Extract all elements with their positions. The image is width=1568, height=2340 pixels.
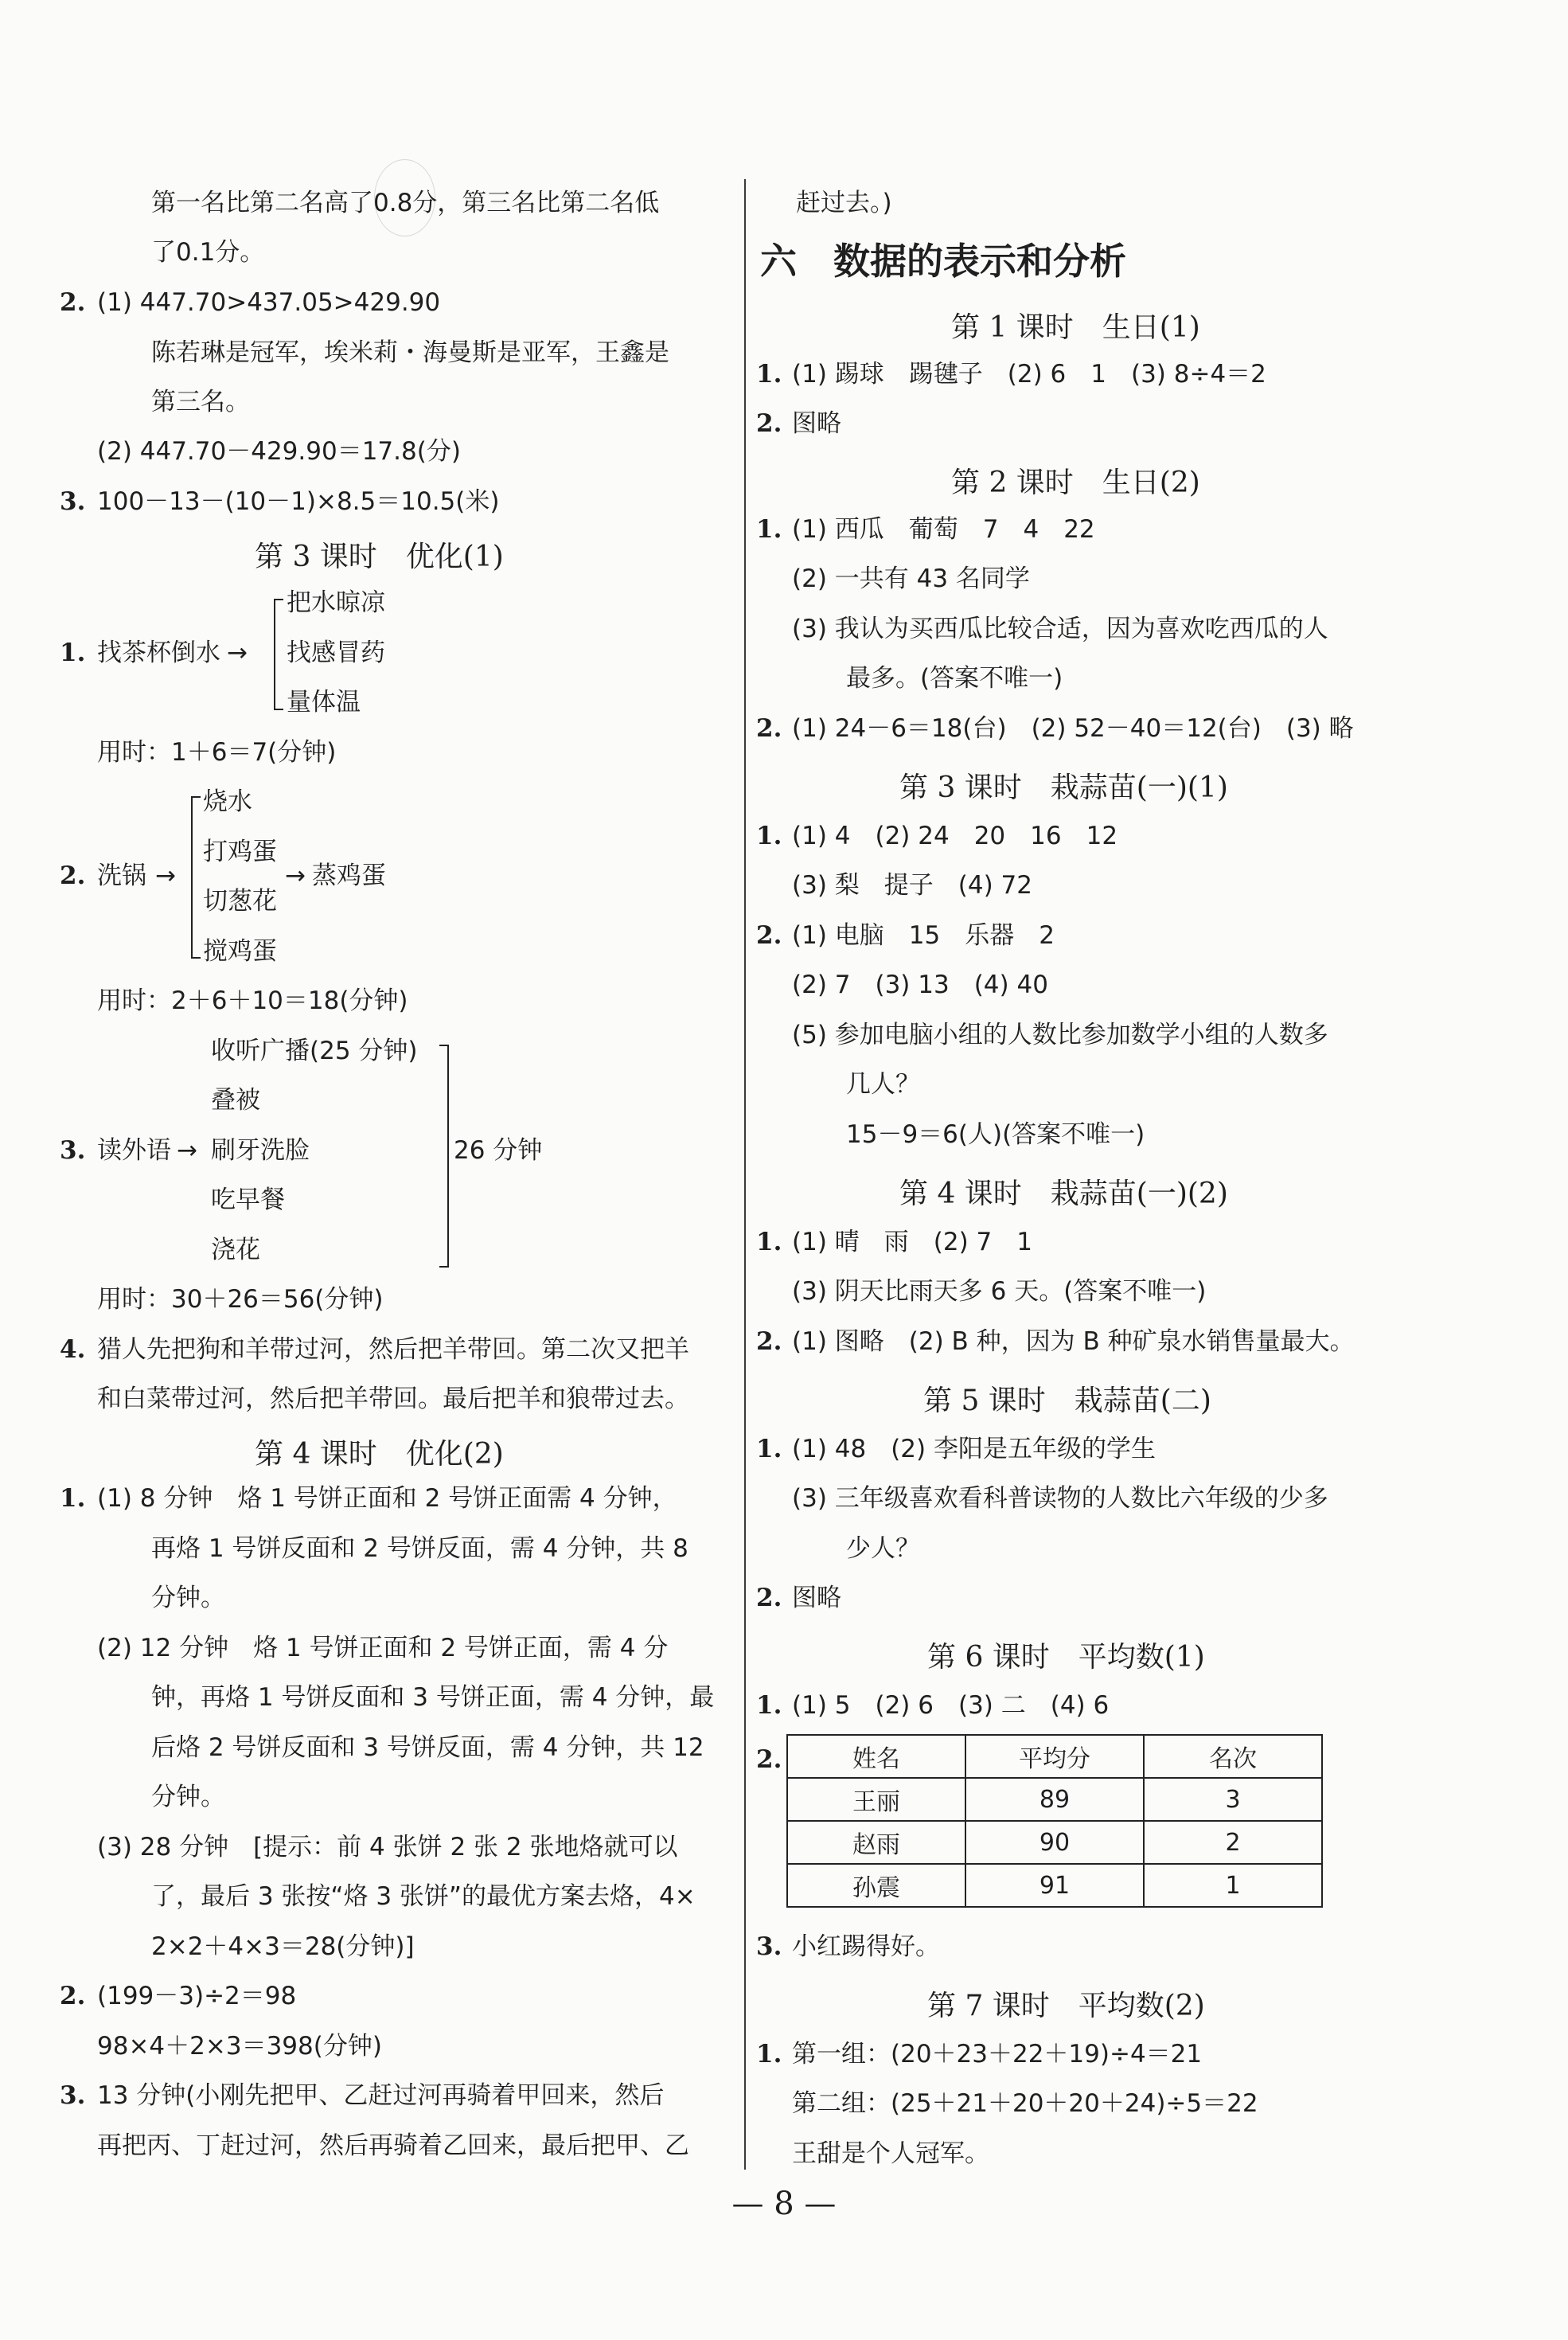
flow-step: 打鸡蛋 [203,838,277,866]
arrow-icon: → [177,1136,197,1165]
text-line: 猎人先把狗和羊带过河，然后把羊带回。第二次又把羊 [97,1335,689,1364]
flow-step: 把水晾凉 [287,588,385,617]
text-line: (1) 48 (2) 李阳是五年级的学生 [792,1435,1156,1463]
text-line: 第三名。 [151,388,250,416]
text-line: (3) 三年级喜欢看科普读物的人数比六年级的少多 [792,1484,1328,1513]
text-line: 几人？ [846,1070,920,1099]
text-line: (1) 8 分钟 烙 1 号饼正面和 2 号饼正面需 4 分钟， [97,1484,677,1513]
arrow-icon: → [155,861,176,890]
text-line: (2) 一共有 43 名同学 [792,564,1030,593]
item-number: 3. [60,487,86,516]
text-line: 13 分钟(小刚先把甲、乙赶过河再骑着甲回来，然后 [97,2081,665,2110]
lesson-heading: 第 5 课时 栽蒜苗(二) [923,1385,1211,1417]
flow-step: 洗锅 [97,861,146,890]
item-number: 2. [756,1327,782,1356]
text-line: 第一名比第二名高了0.8分，第三名比第二名低 [151,189,660,217]
item-number: 4. [60,1335,86,1364]
text-line: 再烙 1 号饼反面和 2 号饼反面，需 4 分钟，共 8 [151,1534,688,1563]
text-line: 用时：2＋6＋10＝18(分钟) [97,986,408,1015]
flow-step: 搅鸡蛋 [203,937,277,966]
right-brace [439,1045,449,1268]
text-line: (3) 梨 提子 (4) 72 [792,871,1032,900]
left-brace [191,796,201,959]
table-cell: 赵雨 [787,1821,965,1864]
item-number: 1. [60,1484,86,1513]
text-line: (3) 我认为买西瓜比较合适，因为喜欢吃西瓜的人 [792,615,1328,643]
item-number: 2. [60,1982,86,2010]
text-line: (1) 4 (2) 24 20 16 12 [792,822,1118,850]
text-line: (2) 7 (3) 13 (4) 40 [792,971,1048,999]
flow-step: 找茶杯倒水 [97,639,220,667]
text-line: 分钟。 [151,1783,225,1811]
item-number: 2. [756,1745,782,1774]
text-line: 15－9＝6(人)(答案不唯一) [846,1120,1145,1149]
table-cell: 91 [965,1864,1144,1907]
flow-step: 收听广播(25 分钟) [211,1037,418,1065]
text-line: 钟，再烙 1 号饼反面和 3 号饼正面，需 4 分钟，最 [151,1683,715,1712]
flow-step: 吃早餐 [211,1186,285,1214]
text-line: 第二组：(25＋21＋20＋20＋24)÷5＝22 [792,2089,1258,2118]
table-cell: 3 [1144,1778,1322,1821]
lesson-heading: 第 3 课时 优化(1) [255,541,504,573]
lesson-heading: 第 1 课时 生日(1) [951,311,1200,344]
flow-step: 找感冒药 [287,639,385,667]
text-line: 后烙 2 号饼反面和 3 号饼反面，需 4 分钟，共 12 [151,1733,704,1762]
text-line: 小红踢得好。 [792,1932,940,1961]
text-line: (3) 28 分钟 [提示：前 4 张饼 2 张 2 张地烙就可以 [97,1833,678,1861]
lesson-heading: 第 2 课时 生日(2) [951,467,1200,499]
chapter-title: 六 数据的表示和分析 [760,240,1126,283]
text-line: (1) 电脑 15 乐器 2 [792,921,1055,950]
flow-step: 烧水 [203,787,252,816]
page-number: — 8 — [731,2186,837,2222]
item-number: 1. [756,2040,782,2068]
table-header: 名次 [1144,1735,1322,1778]
text-line: 图略 [792,409,841,438]
item-number: 1. [756,1228,782,1256]
flow-step: 切葱花 [203,887,277,916]
item-number: 2. [756,1584,782,1612]
text-line: 赶过去。) [796,189,892,217]
text-line: 用时：30＋26＝56(分钟) [97,1285,384,1314]
item-number: 2. [60,288,86,317]
flow-step: 蒸鸡蛋 [312,861,386,890]
text-line: 2×2＋4×3＝28(分钟)] [151,1932,415,1961]
text-line: 了，最后 3 张按“烙 3 张饼”的最优方案去烙，4× [151,1882,696,1911]
table-cell: 2 [1144,1821,1322,1864]
arrow-icon: → [285,861,306,890]
text-line: 图略 [792,1584,841,1612]
text-line: (199－3)÷2＝98 [97,1982,297,2010]
item-number: 1. [756,515,782,544]
table-row [787,1778,1322,1821]
table-header: 姓名 [787,1735,965,1778]
flow-step: 读外语 [97,1136,171,1165]
text-line: 100－13－(10－1)×8.5＝10.5(米) [97,487,500,516]
text-line: 王甜是个人冠军。 [792,2139,989,2168]
item-number: 1. [756,822,782,850]
lesson-heading: 第 7 课时 平均数(2) [927,1990,1205,2022]
flow-step: 叠被 [211,1086,260,1115]
table-cell: 王丽 [787,1778,965,1821]
item-number: 3. [60,1136,86,1165]
text-line: 分钟。 [151,1584,225,1612]
item-number: 2. [756,921,782,950]
text-line: 陈若琳是冠军，埃米莉・海曼斯是亚军，王鑫是 [151,338,669,367]
item-number: 1. [756,1435,782,1463]
table-cell: 1 [1144,1864,1322,1907]
text-line: (5) 参加电脑小组的人数比参加数学小组的人数多 [792,1021,1328,1049]
text-line: (1) 5 (2) 6 (3) 二 (4) 6 [792,1691,1110,1720]
table-cell: 89 [965,1778,1144,1821]
text-line: (2) 447.70－429.90＝17.8(分) [97,437,461,466]
arrow-icon: → [227,639,248,667]
item-number: 1. [756,1691,782,1720]
item-number: 3. [60,2081,86,2110]
table-row [787,1864,1322,1907]
item-number: 1. [60,639,86,667]
item-number: 3. [756,1932,782,1961]
text-line: 了0.1分。 [151,238,265,267]
text-line: (1) 晴 雨 (2) 7 1 [792,1228,1032,1256]
text-line: (2) 12 分钟 烙 1 号饼正面和 2 号饼正面，需 4 分 [97,1634,669,1662]
lesson-heading: 第 4 课时 优化(2) [255,1438,504,1471]
table-cell: 孙震 [787,1864,965,1907]
table-header-row [787,1735,1322,1778]
text-line: (1) 西瓜 葡萄 7 4 22 [792,515,1095,544]
lesson-heading: 第 6 课时 平均数(1) [927,1641,1205,1674]
table-row [787,1821,1322,1864]
text-line: 少人？ [846,1534,920,1563]
score-table [786,1734,1323,1908]
column-divider [744,179,746,2170]
text-line: 再把丙、丁赶过河，然后再骑着乙回来，最后把甲、乙 [97,2131,689,2160]
flow-result: 26 分钟 [454,1136,543,1165]
text-line: 用时：1＋6＝7(分钟) [97,738,337,767]
text-line: 最多。(答案不唯一) [846,664,1063,693]
text-line: (1) 图略 (2) B 种，因为 B 种矿泉水销售量最大。 [792,1327,1355,1356]
text-line: (1) 踢球 踢毽子 (2) 6 1 (3) 8÷4＝2 [792,360,1266,389]
item-number: 2. [756,714,782,743]
item-number: 2. [60,861,86,890]
text-line: (1) 447.70>437.05>429.90 [97,288,441,317]
text-line: 第一组：(20＋23＋22＋19)÷4＝21 [792,2040,1203,2068]
text-line: 和白菜带过河，然后把羊带回。最后把羊和狼带过去。 [97,1385,689,1413]
text-line: (1) 24－6＝18(台) (2) 52－40＝12(台) (3) 略 [792,714,1354,743]
lesson-heading: 第 3 课时 栽蒜苗(一)(1) [899,772,1228,804]
item-number: 2. [756,409,782,438]
flow-step: 刷牙洗脸 [211,1136,310,1165]
table-header: 平均分 [965,1735,1144,1778]
text-line: (3) 阴天比雨天多 6 天。(答案不唯一) [792,1277,1207,1306]
flow-step: 浇花 [211,1236,260,1264]
text-line: 98×4＋2×3＝398(分钟) [97,2032,382,2061]
item-number: 1. [756,360,782,389]
lesson-heading: 第 4 课时 栽蒜苗(一)(2) [899,1178,1228,1210]
flow-step: 量体温 [287,688,361,717]
left-brace [274,599,283,710]
table-cell: 90 [965,1821,1144,1864]
